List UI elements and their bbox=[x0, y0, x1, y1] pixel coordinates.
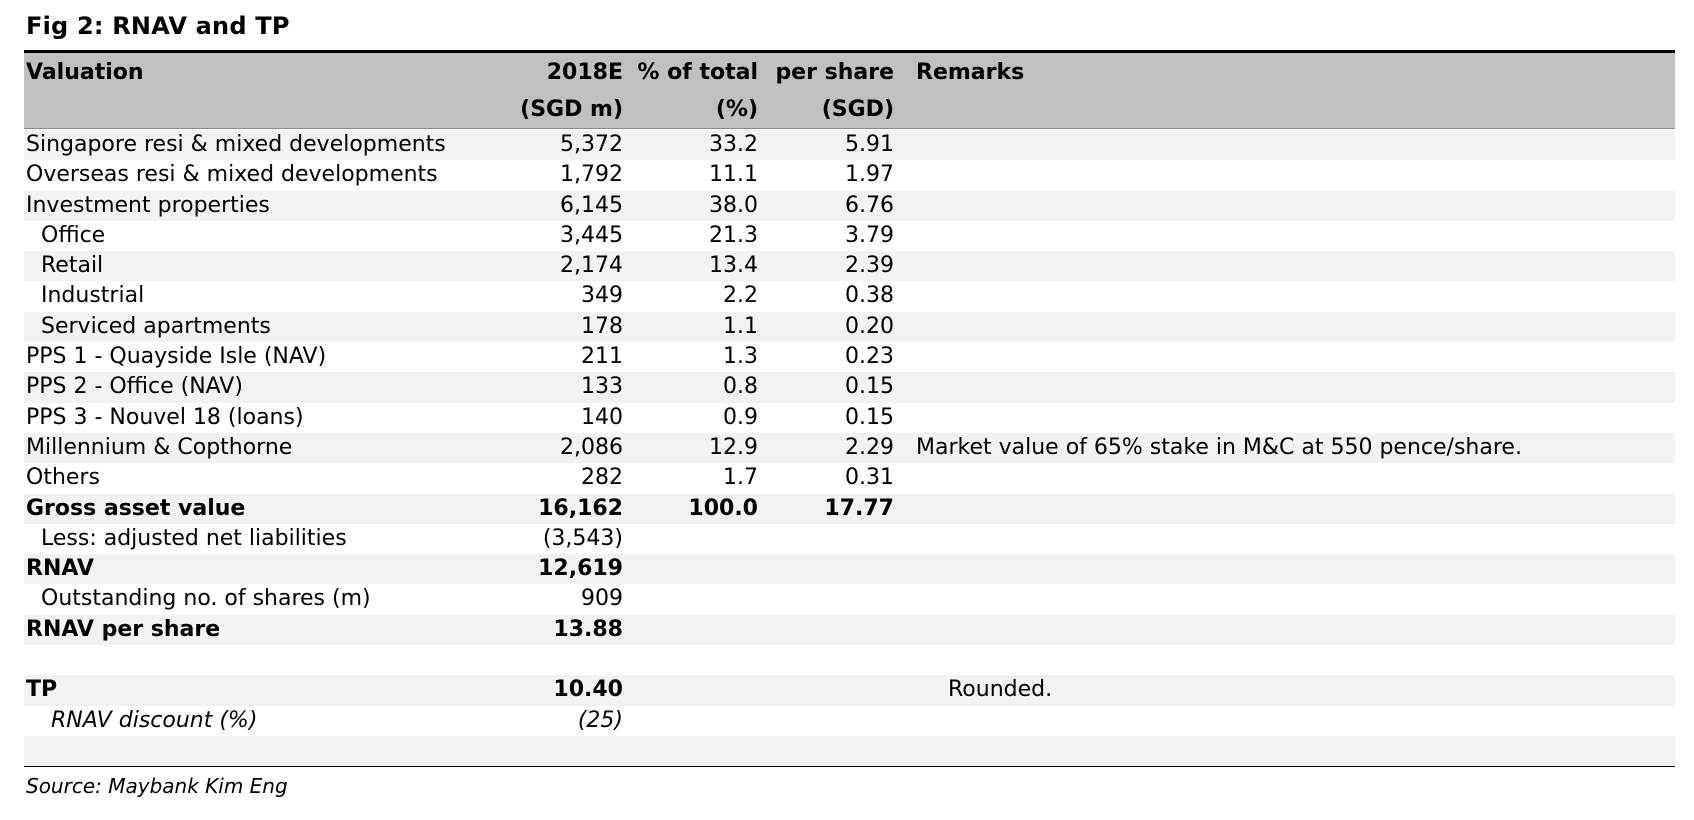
row-value: 2,174 bbox=[560, 253, 623, 279]
row-value: 10.40 bbox=[553, 677, 623, 703]
row-label: Outstanding no. of shares (m) bbox=[41, 586, 371, 612]
row-per-share: 0.15 bbox=[845, 404, 894, 430]
table-row bbox=[24, 312, 1675, 342]
row-value: 3,445 bbox=[560, 222, 623, 248]
row-per-share: 3.79 bbox=[845, 222, 894, 248]
table-row bbox=[24, 160, 1675, 190]
table-row bbox=[24, 584, 1675, 614]
row-label: TP bbox=[26, 677, 58, 703]
row-label: Investment properties bbox=[26, 192, 270, 218]
row-value: 2,086 bbox=[560, 434, 623, 460]
row-label: Gross asset value bbox=[26, 495, 246, 521]
row-value: (3,543) bbox=[542, 525, 623, 551]
row-label: PPS 2 - Office (NAV) bbox=[26, 374, 243, 400]
row-per-share: 17.77 bbox=[824, 495, 894, 521]
table-body bbox=[24, 130, 1675, 766]
table-row-spacer bbox=[24, 736, 1675, 766]
table-row bbox=[24, 433, 1675, 463]
table-row bbox=[24, 281, 1675, 311]
row-pct: 11.1 bbox=[709, 162, 758, 188]
table-row bbox=[24, 191, 1675, 221]
row-per-share: 0.15 bbox=[845, 374, 894, 400]
row-value: 349 bbox=[581, 283, 623, 309]
row-label: Singapore resi & mixed developments bbox=[26, 132, 446, 157]
table-row-rnav-discount bbox=[24, 706, 1675, 736]
row-per-share: 1.97 bbox=[845, 162, 894, 188]
header-unit-pct: (%) bbox=[715, 97, 758, 122]
header-per-share: per share bbox=[775, 60, 894, 85]
table-row-rnav-per-share bbox=[24, 615, 1675, 645]
row-label: Retail bbox=[41, 253, 104, 279]
row-value: 211 bbox=[581, 344, 623, 370]
row-per-share: 6.76 bbox=[845, 192, 894, 218]
row-value: 1,792 bbox=[560, 162, 623, 188]
header-2018e: 2018E bbox=[546, 60, 623, 85]
header-pct-total: % of total bbox=[637, 60, 758, 85]
table-row bbox=[24, 372, 1675, 402]
row-remarks: Rounded. bbox=[948, 677, 1053, 703]
row-per-share: 2.29 bbox=[845, 434, 894, 460]
header-unit-sgd-m: (SGD m) bbox=[520, 97, 623, 122]
row-per-share: 0.23 bbox=[845, 344, 894, 370]
row-value: (25) bbox=[577, 707, 623, 733]
table-row bbox=[24, 463, 1675, 493]
row-pct: 21.3 bbox=[709, 222, 758, 248]
row-pct: 0.9 bbox=[723, 404, 758, 430]
row-value: 16,162 bbox=[538, 495, 623, 521]
table-row bbox=[24, 403, 1675, 433]
row-label: Serviced apartments bbox=[41, 313, 271, 339]
row-label: Millennium & Copthorne bbox=[26, 434, 293, 460]
row-label: Overseas resi & mixed developments bbox=[26, 162, 438, 188]
row-pct: 13.4 bbox=[709, 253, 758, 279]
table-row bbox=[24, 342, 1675, 372]
row-pct: 1.1 bbox=[723, 313, 758, 339]
row-value: 140 bbox=[581, 404, 623, 430]
table-row-tp bbox=[24, 675, 1675, 705]
row-label: RNAV per share bbox=[26, 616, 221, 642]
row-value: 13.88 bbox=[553, 616, 623, 642]
table-row bbox=[24, 221, 1675, 251]
header-remarks: Remarks bbox=[916, 60, 1025, 85]
row-value: 5,372 bbox=[560, 132, 623, 157]
row-value: 12,619 bbox=[538, 556, 623, 582]
row-per-share: 0.20 bbox=[845, 313, 894, 339]
row-label: Office bbox=[41, 222, 106, 248]
header-valuation: Valuation bbox=[26, 60, 144, 85]
bottom-rule bbox=[24, 766, 1675, 767]
table-row-rnav bbox=[24, 554, 1675, 584]
source-note: Source: Maybank Kim Eng bbox=[26, 774, 288, 798]
table-row bbox=[24, 130, 1675, 160]
row-value: 282 bbox=[581, 465, 623, 491]
row-per-share: 5.91 bbox=[845, 132, 894, 157]
row-pct: 38.0 bbox=[709, 192, 758, 218]
row-label: RNAV discount (%) bbox=[51, 707, 258, 733]
row-label: Others bbox=[26, 465, 100, 491]
row-per-share: 2.39 bbox=[845, 253, 894, 279]
row-pct: 1.7 bbox=[723, 465, 758, 491]
table-row-spacer bbox=[24, 645, 1675, 675]
row-remarks: Market value of 65% stake in M&C at 550 pence/share. bbox=[916, 434, 1522, 460]
row-pct: 100.0 bbox=[688, 495, 758, 521]
row-pct: 12.9 bbox=[709, 434, 758, 460]
row-value: 909 bbox=[581, 586, 623, 612]
row-value: 133 bbox=[581, 374, 623, 400]
table-row bbox=[24, 524, 1675, 554]
row-value: 178 bbox=[581, 313, 623, 339]
header-unit-sgd: (SGD) bbox=[821, 97, 894, 122]
table-header bbox=[24, 53, 1675, 129]
row-pct: 1.3 bbox=[723, 344, 758, 370]
table-row bbox=[24, 251, 1675, 281]
table-row-gav bbox=[24, 494, 1675, 524]
row-label: PPS 3 - Nouvel 18 (loans) bbox=[26, 404, 304, 430]
row-pct: 33.2 bbox=[709, 132, 758, 157]
row-label: PPS 1 - Quayside Isle (NAV) bbox=[26, 344, 327, 370]
row-value: 6,145 bbox=[560, 192, 623, 218]
figure-title: Fig 2: RNAV and TP bbox=[26, 12, 290, 40]
row-pct: 0.8 bbox=[723, 374, 758, 400]
row-label: Less: adjusted net liabilities bbox=[41, 525, 347, 551]
row-per-share: 0.31 bbox=[845, 465, 894, 491]
row-label: Industrial bbox=[41, 283, 145, 309]
row-pct: 2.2 bbox=[723, 283, 758, 309]
row-label: RNAV bbox=[26, 556, 94, 582]
row-per-share: 0.38 bbox=[845, 283, 894, 309]
